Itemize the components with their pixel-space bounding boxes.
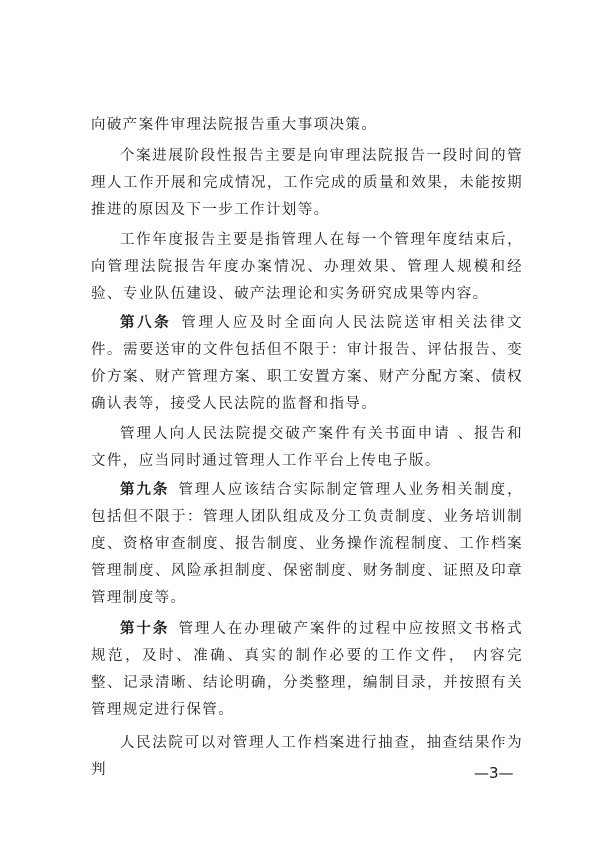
article-9-heading: 第九条	[120, 482, 170, 498]
article-10	[91, 616, 523, 724]
article-8	[91, 310, 523, 418]
paragraph-1: 向破产案件审理法院报告重大事项决策。	[91, 117, 378, 133]
article-9-body: 管理人应该结合实际制定管理人业务相关制度，包括但不限于：管理人团队组成及分工负责制度、业务培训制度、资格审查制度、报告制度、业务操作流程制度、工作档案管理制度、风险承担制度、保密制度、财务制度、证照及印章管理制度等。	[91, 482, 523, 606]
paragraph-2: 个案进展阶段性报告主要是向审理法院报告一段时间的管理人工作开展和完成情况，工作完成的质量和效果，未能按期推进的原因及下一步工作计划等。	[91, 148, 523, 218]
page-number: —3—	[474, 764, 514, 782]
article-10-heading: 第十条	[120, 621, 170, 637]
paragraph-5: 管理人向人民法院提交破产案件有关书面申请 、报告和文件，应当同时通过管理人工作平台上传电子版。	[91, 426, 523, 469]
article-8-heading: 第八条	[120, 315, 172, 331]
article-9	[91, 477, 523, 612]
paragraph-3: 工作年度报告主要是指管理人在每一个管理年度结束后， 向管理法院报告年度办案情况、办理效果、管理人规模和经验、专业队伍建设、破产法理论和实务研究成果等内容。	[91, 232, 523, 302]
paragraph-8: 人民法院可以对管理人工作档案进行抽查，抽查结果作为判	[91, 735, 523, 778]
article-8-body: 管理人应及时全面向人民法院送审相关法律文件。需要送审的文件包括但不限于：审计报告、评估报告、变价方案、财产管理方案、职工安置方案、财产分配方案、债权确认表等，接受人民法院的监督和指导。	[91, 315, 523, 412]
article-10-body: 管理人在办理破产案件的过程中应按照文书格式规范，及时、准确、真实的制作必要的工作文件， 内容完整、记录清晰、结论明确，分类整理，编制目录，并按照有关管理规定进行保管。	[91, 621, 523, 718]
